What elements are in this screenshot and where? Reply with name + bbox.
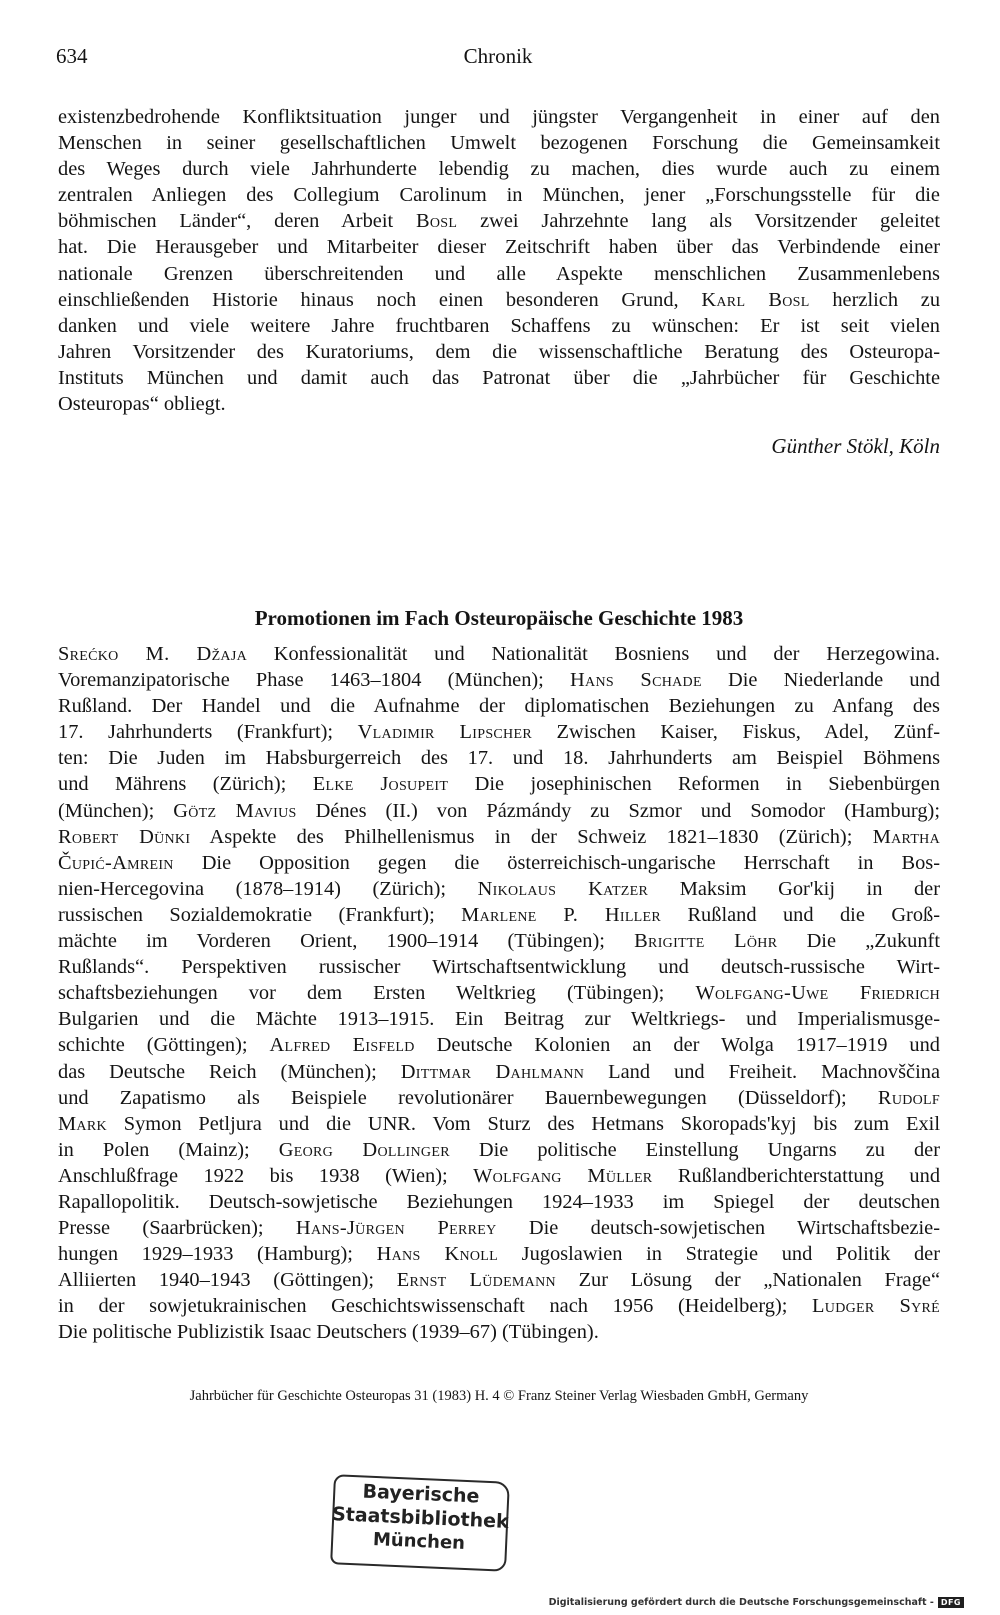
text-segment: herzlich zu xyxy=(809,288,941,311)
person-name: Hans-Jürgen Perrey xyxy=(295,1217,497,1240)
person-name: Čupić-Amrein xyxy=(58,851,174,874)
text-segment: Rußlandberichterstattung und xyxy=(652,1164,941,1187)
text-line: ten: Die Juden im Habsburgerreich des 17. und 18. Jahrhunderts am Beispiel Böhmens xyxy=(58,747,940,770)
text-line: Die politische Publizistik Isaac Deutschers (1939–67) (Tübingen). xyxy=(58,1321,599,1344)
text-segment: (München); xyxy=(58,799,174,822)
text-segment: in Polen (Mainz); xyxy=(58,1138,279,1161)
text-segment: russischen Sozialdemokratie (Frankfurt); xyxy=(58,903,462,926)
text-line: existenzbedrohende Konfliktsituation junger und jüngster Vergangenheit in einer auf den xyxy=(58,106,940,128)
text-line xyxy=(58,980,940,1006)
text-line: Osteuropas“ obliegt. xyxy=(58,393,226,416)
text-line xyxy=(58,798,940,824)
text-segment: Jugoslawien in Strategie und Politik der xyxy=(498,1243,940,1266)
person-name: Alfred Eisfeld xyxy=(269,1034,415,1057)
text-line: Rapallopolitik. Deutsch-sowjetische Beziehungen 1924–1933 im Spiegel der deutschen xyxy=(58,1190,940,1213)
text-segment: Maksim Gor'kij in der xyxy=(648,877,940,900)
author-signature: Günther Stökl, Köln xyxy=(771,434,940,458)
text-line xyxy=(58,208,940,234)
text-line xyxy=(58,1215,940,1241)
text-line xyxy=(58,719,940,745)
text-segment: Deutsche Kolonien an der Wolga 1917–1919 und xyxy=(414,1034,941,1057)
person-name: Wolfgang-Uwe Friedrich xyxy=(695,982,940,1005)
text-segment: Alliierten 1940–1943 (Göttingen); xyxy=(58,1269,397,1292)
text-line: Menschen in seiner gesellschaftlichen Umwelt bezogenen Forschung die Gemeinsamkeit xyxy=(58,132,940,155)
person-name: Elke Josupeit xyxy=(312,773,449,796)
person-name: Nikolaus Katzer xyxy=(477,877,649,900)
person-name: Dittmar Dahlmann xyxy=(400,1060,585,1083)
credit-text: Digitalisierung gefördert durch die Deutsche Forschungsgemeinschaft - xyxy=(548,1597,934,1608)
text-line xyxy=(58,667,940,693)
person-name: Hans Schade xyxy=(570,669,702,692)
stamp-line: Staatsbibliothek xyxy=(331,1503,510,1533)
text-segment: Anschlußfrage 1922 bis 1938 (Wien); xyxy=(58,1164,474,1187)
stamp-line: Bayerische xyxy=(362,1480,480,1508)
text-line xyxy=(58,1267,940,1293)
stamp-text xyxy=(331,1478,510,1558)
library-stamp xyxy=(332,1478,508,1568)
text-line xyxy=(58,641,940,667)
text-segment: nien-Hercegovina (1878–1914) (Zürich); xyxy=(58,877,478,900)
text-segment: schichte (Göttingen); xyxy=(58,1034,270,1057)
text-line xyxy=(58,771,940,797)
person-name: Srećko M. Džaja xyxy=(58,643,247,665)
text-line xyxy=(58,1085,940,1111)
person-name: Götz Mavius xyxy=(173,799,297,822)
text-line xyxy=(58,902,940,928)
person-name: Georg Dollinger xyxy=(278,1138,450,1161)
person-name: Hans Knoll xyxy=(376,1243,499,1266)
text-line xyxy=(58,1059,940,1085)
text-line: zentralen Anliegen des Collegium Carolinum in München, jener „Forschungsstelle für die xyxy=(58,184,940,207)
text-segment: einschließenden Historie hinaus noch einen besonderen Grund, xyxy=(58,288,702,311)
text-segment: mächte im Vorderen Orient, 1900–1914 (Tübingen); xyxy=(58,930,635,953)
person-name: Robert Dünki xyxy=(58,825,191,848)
text-segment: Dénes (II.) von Pázmándy zu Szmor und Somodor (Hamburg); xyxy=(296,799,940,822)
text-line xyxy=(58,287,940,313)
text-line: Bulgarien und die Mächte 1913–1915. Ein Beitrag zur Weltkriegs- und Imperialismusge- xyxy=(58,1008,940,1031)
text-segment: Zur Lösung der „Nationalen Frage“ xyxy=(555,1269,940,1292)
text-segment: Symon Petljura und die UNR. Vom Sturz des Hetmans Skoropads'kyj bis zum Exil xyxy=(106,1112,940,1135)
text-line xyxy=(58,1163,940,1189)
text-segment: Die politische Einstellung Ungarns zu der xyxy=(449,1138,941,1161)
text-segment: Voremanzipatorische Phase 1463–1804 (München); xyxy=(58,669,571,692)
text-segment: Zwischen Kaiser, Fiskus, Adel, Zünf- xyxy=(531,721,940,744)
person-name: Ernst Lüdemann xyxy=(396,1269,556,1292)
text-line xyxy=(58,928,940,954)
text-line xyxy=(58,1032,940,1058)
text-segment: Land und Freiheit. Machnovščina xyxy=(584,1060,940,1083)
text-line: nationale Grenzen überschreitenden und alle Aspekte menschlichen Zusammenlebens xyxy=(58,262,940,285)
paragraph-tribute xyxy=(58,104,940,417)
text-segment: Die Niederlande und xyxy=(701,669,940,692)
running-head xyxy=(56,44,940,74)
text-segment: Rußland und die Groß- xyxy=(661,903,941,926)
text-segment: zwei Jahrzehnte lang als Vorsitzender geleitet xyxy=(457,210,940,233)
text-line: Rußlands“. Perspektiven russischer Wirtschaftsentwicklung und deutsch-russische Wirt- xyxy=(58,956,940,979)
running-title: Chronik xyxy=(463,44,533,68)
person-name: Mark xyxy=(58,1112,107,1135)
dissertation-list xyxy=(58,641,940,1346)
text-line xyxy=(58,1111,940,1137)
text-segment: Die „Zukunft xyxy=(777,930,940,953)
text-segment: 17. Jahrhunderts (Frankfurt); xyxy=(58,721,358,744)
section-heading: Promotionen im Fach Osteuropäische Geschichte 1983 xyxy=(254,606,744,630)
person-name: Marlene P. Hiller xyxy=(461,903,662,926)
person-name: Ludger Syré xyxy=(812,1295,940,1318)
text-segment: das Deutsche Reich (München); xyxy=(58,1060,401,1083)
text-line xyxy=(58,876,940,902)
text-segment: Die josephinischen Reformen in Siebenbürgen xyxy=(448,773,940,796)
text-line: hat. Die Herausgeber und Mitarbeiter dieser Zeitschrift haben über das Verbindende einer xyxy=(58,236,940,259)
digitization-credit xyxy=(549,1597,964,1608)
page-number: 634 xyxy=(56,44,88,68)
text-segment: schaftsbeziehungen vor dem Ersten Weltkrieg (Tübingen); xyxy=(58,982,696,1005)
text-segment: hungen 1929–1933 (Hamburg); xyxy=(58,1243,377,1266)
text-segment: böhmischen Länder“, deren Arbeit xyxy=(58,210,416,233)
text-line xyxy=(58,1241,940,1267)
text-line: Rußland. Der Handel und die Aufnahme der diplomatischen Beziehungen zu Anfang des xyxy=(58,695,940,718)
text-line xyxy=(58,824,940,850)
text-segment: Konfessionalität und Nationalität Bosniens und der Herzegowina. xyxy=(247,643,940,665)
text-segment: Die Opposition gegen die österreichisch-ungarische Herrschaft in Bos- xyxy=(173,851,940,874)
text-segment: Die deutsch-sowjetischen Wirtschaftsbezie- xyxy=(496,1217,941,1240)
person-name: Wolfgang Müller xyxy=(473,1164,653,1187)
person-name: Bosl xyxy=(416,210,458,233)
text-line: Jahren Vorsitzender des Kuratoriums, dem die wissenschaftliche Beratung des Osteuropa- xyxy=(58,340,940,363)
text-line: des Weges durch viele Jahrhunderte lebendig zu machen, dies wurde auch zu einem xyxy=(58,158,940,181)
stamp-line: München xyxy=(372,1528,466,1554)
person-name: Karl Bosl xyxy=(701,288,810,311)
text-line xyxy=(58,1137,940,1163)
person-name: Vladimir Lipscher xyxy=(357,721,532,744)
person-name: Martha xyxy=(872,825,940,848)
text-line: danken und viele weitere Jahre fruchtbaren Schaffens zu wünschen: Er ist seit vielen xyxy=(58,314,940,337)
text-line: Instituts München und damit auch das Patronat über die „Jahrbücher für Geschichte xyxy=(58,366,940,389)
text-line xyxy=(58,850,940,876)
publication-footer: Jahrbücher für Geschichte Osteuropas 31 (1983) H. 4 © Franz Steiner Verlag Wiesbaden GmbH, Germany xyxy=(189,1388,809,1404)
person-name: Brigitte Löhr xyxy=(634,930,778,953)
text-line xyxy=(58,1293,940,1319)
person-name: Rudolf xyxy=(877,1086,940,1109)
text-segment: Aspekte des Philhellenismus in der Schweiz 1821–1830 (Zürich); xyxy=(190,825,873,848)
text-segment: Presse (Saarbrücken); xyxy=(58,1217,296,1240)
text-segment: und Mährens (Zürich); xyxy=(58,773,313,796)
dfg-logo: DFG xyxy=(938,1597,964,1608)
text-segment: in der sowjetukrainischen Geschichtswissenschaft nach 1956 (Heidelberg); xyxy=(58,1295,813,1318)
text-segment: und Zapatismo als Beispiele revolutionärer Bauernbewegungen (Düsseldorf); xyxy=(58,1086,878,1109)
